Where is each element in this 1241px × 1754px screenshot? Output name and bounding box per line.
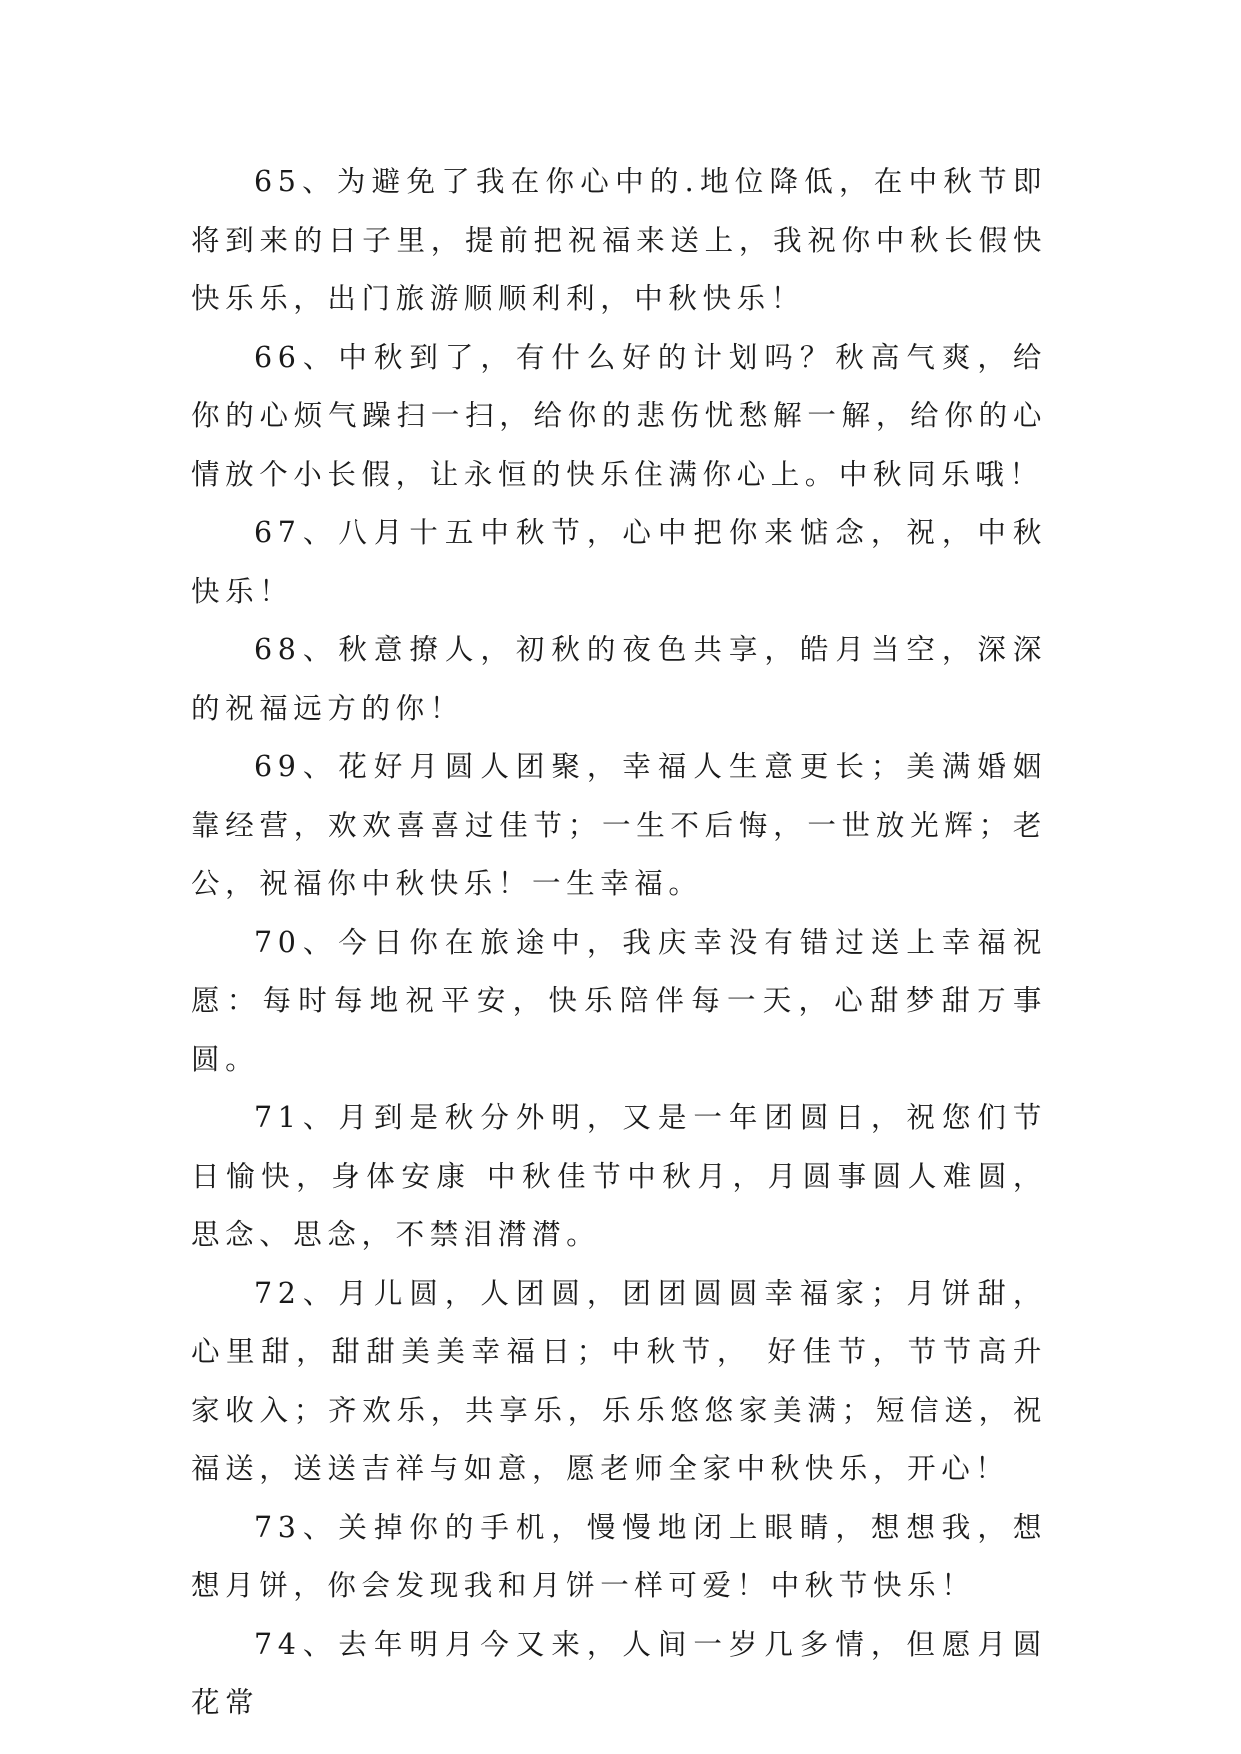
paragraph-74: 74、去年明月今又来，人间一岁几多情，但愿月圆花常 bbox=[191, 1627, 1047, 1719]
paragraph-71: 71、月到是秋分外明，又是一年团圆日，祝您们节日愉快，身体安康 中秋佳节中秋月，月圆事圆人难圆，思念、思念，不禁泪潸潸。 bbox=[191, 1101, 1047, 1251]
paragraph-66: 66、中秋到了，有什么好的计划吗？秋高气爽，给你的心烦气躁扫一扫，给你的悲伤忧愁解一解，给你的心情放个小长假，让永恒的快乐住满你心上。中秋同乐哦！ bbox=[191, 340, 1047, 491]
paragraph-73: 73、关掉你的手机，慢慢地闭上眼睛，想想我，想想月饼，你会发现我和月饼一样可爱！中秋节快乐！ bbox=[191, 1510, 1047, 1602]
paragraph-70: 70、今日你在旅途中，我庆幸没有错过送上幸福祝愿：每时每地祝平安，快乐陪伴每一天，心甜梦甜万事圆。 bbox=[191, 925, 1047, 1076]
paragraph-67: 67、八月十五中秋节，心中把你来惦念，祝，中秋快乐！ bbox=[191, 516, 1047, 608]
paragraph-72: 72、月儿圆，人团圆，团团圆圆幸福家；月饼甜，心里甜，甜甜美美幸福日；中秋节， 好佳节，节节高升家收入；齐欢乐，共享乐，乐乐悠悠家美满；短信送，祝福送，送送吉祥与如意，愿老师全家中秋快乐，开心！ bbox=[191, 1276, 1047, 1485]
paragraph-68: 68、秋意撩人，初秋的夜色共享，皓月当空，深深的祝福远方的你！ bbox=[191, 633, 1047, 725]
paragraph-65: 65、为避免了我在你心中的.地位降低，在中秋节即将到来的日子里，提前把祝福来送上，我祝你中秋长假快快乐乐，出门旅游顺顺利利，中秋快乐！ bbox=[191, 165, 1047, 315]
document-body bbox=[191, 153, 1047, 1733]
paragraph-69: 69、花好月圆人团聚，幸福人生意更长；美满婚姻靠经营，欢欢喜喜过佳节；一生不后悔，一世放光辉；老公，祝福你中秋快乐！一生幸福。 bbox=[191, 750, 1047, 900]
